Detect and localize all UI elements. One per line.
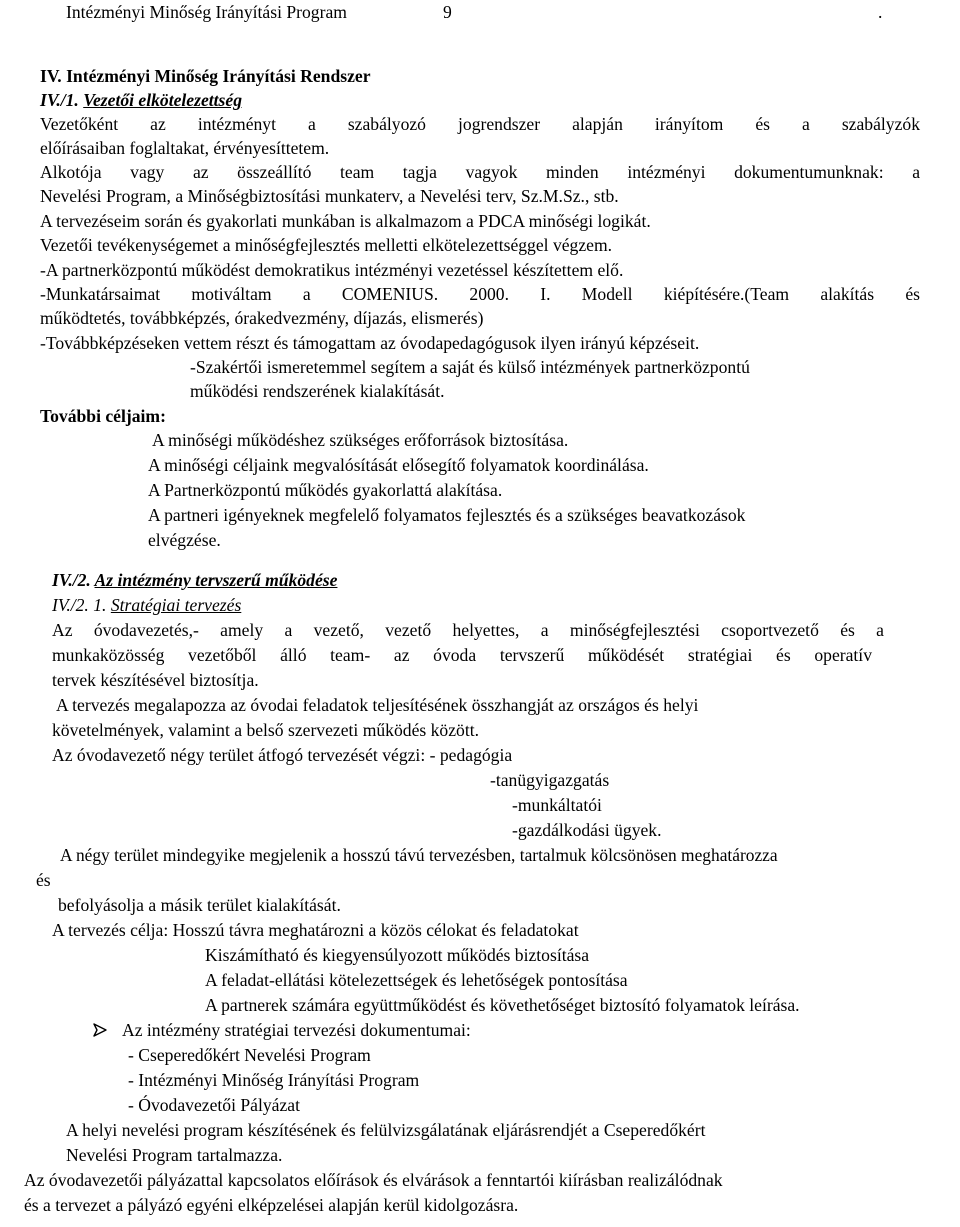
goal-item: A Partnerközpontú működés gyakorlattá alakítása. (148, 480, 503, 500)
paragraph-line: követelmények, valamint a belső szervezeti működés között. (52, 720, 480, 740)
doc-item: - Cseperedőkért Nevelési Program (128, 1045, 371, 1065)
area-item: -gazdálkodási ügyek. (512, 820, 662, 840)
paragraph-line: -Továbbképzéseken vettem részt és támogattam az óvodapedagógusok ilyen irányú képzéseit. (40, 333, 700, 353)
page-header-title: Intézményi Minőség Irányítási Program (66, 2, 347, 22)
paragraph-line: tervek készítésével biztosítja. (52, 670, 259, 690)
paragraph-line: befolyásolja a másik terület kialakítását. (58, 895, 341, 915)
goal-item: A partnerek számára együttműködést és követhetőséget biztosító folyamatok leírása. (205, 995, 800, 1015)
page-number: 9 (443, 2, 452, 22)
header-dot: . (878, 2, 883, 22)
section-42-number: IV./2. (52, 570, 91, 590)
paragraph-line: Nevelési Program, a Minőségbiztosítási munkaterv, a Nevelési terv, Sz.M.Sz., stb. (40, 186, 619, 206)
paragraph-line: A tervezés megalapozza az óvodai feladatok teljesítésének összhangját az országos és helyi (56, 695, 699, 715)
paragraph-line: -Szakértői ismeretemmel segítem a saját és külső intézmények partnerközpontú (190, 357, 750, 377)
goal-item: A feladat-ellátási kötelezettségek és lehetőségek pontosítása (205, 970, 628, 990)
goal-item: A minőségi céljaink megvalósítását elősegítő folyamatok koordinálása. (148, 455, 649, 475)
paragraph-line: A négy terület mindegyike megjelenik a hosszú távú tervezésben, tartalmuk kölcsönösen meghatározza (60, 845, 778, 865)
paragraph-line: és a tervezet a pályázó egyéni elképzelései alapján kerül kidolgozásra. (24, 1195, 519, 1215)
subsection-title: Vezetői elkötelezettség (83, 90, 242, 110)
paragraph-line: Alkotója vagy az összeállító team tagja vagyok minden intézményi dokumentumunknak: a (40, 162, 920, 182)
section-42-title: Az intézmény tervszerű működése (94, 570, 338, 590)
paragraph-line: Az óvodavezető négy terület átfogó tervezését végzi: - pedagógia (52, 745, 513, 765)
paragraph-line: működtetés, továbbképzés, órakedvezmény, díjazás, elismerés) (40, 308, 484, 328)
paragraph-line: Vezetőként az intézményt a szabályozó jogrendszer alapján irányítom és a szabályzók (40, 114, 920, 134)
paragraph-line: Nevelési Program tartalmazza. (66, 1145, 283, 1165)
paragraph-line: -Munkatársaimat motiváltam a COMENIUS. 2000. I. Modell kiépítésére.(Team alakítás és (40, 284, 920, 304)
paragraph-line: munkaközösség vezetőből álló team- az óvoda tervszerű működését stratégiai és operatív (52, 645, 872, 665)
docs-heading-text: Az intézmény stratégiai tervezési dokumentumai: (122, 1020, 471, 1040)
paragraph-line: A helyi nevelési program készítésének és felülvizsgálatának eljárásrendjét a Cseperedőkért (66, 1120, 706, 1140)
area-item: -munkáltatói (512, 795, 602, 815)
subsection-421-number: IV./2. 1. (52, 595, 107, 615)
paragraph-line: A tervezés célja: Hosszú távra meghatározni a közös célokat és feladatokat (52, 920, 579, 940)
subsection-number: IV./1. (40, 90, 79, 110)
docs-heading (92, 1018, 471, 1042)
section-heading: IV. Intézményi Minőség Irányítási Rendszer (40, 66, 371, 86)
area-item: -tanügyigazgatás (490, 770, 610, 790)
paragraph-line: működési rendszerének kialakítását. (190, 381, 445, 401)
doc-item: - Óvodavezetői Pályázat (128, 1095, 300, 1115)
subsection-heading (40, 88, 242, 112)
section-42-heading (52, 568, 337, 592)
paragraph-line: A tervezéseim során és gyakorlati munkában is alkalmazom a PDCA minőségi logikát. (40, 211, 651, 231)
paragraph-line: Vezetői tevékenységemet a minőségfejlesztés melletti elkötelezettséggel végzem. (40, 235, 613, 255)
subsection-421-title: Stratégiai tervezés (110, 595, 242, 615)
paragraph-line: Az óvodavezetői pályázattal kapcsolatos előírások és elvárások a fenntartói kiírásban realizálódnak (24, 1170, 723, 1190)
paragraph-line: -A partnerközpontú működést demokratikus intézményi vezetéssel készítettem elő. (40, 260, 624, 280)
paragraph-line: Az óvodavezetés,- amely a vezető, vezető helyettes, a minőségfejlesztési csoportvezető és a (52, 620, 884, 640)
goals-heading: További céljaim: (40, 406, 166, 426)
paragraph-line: és (36, 870, 51, 890)
goal-item: elvégzése. (148, 530, 221, 550)
goal-item: Kiszámítható és kiegyensúlyozott működés biztosítása (205, 945, 590, 965)
goal-item: A minőségi működéshez szükséges erőforrások biztosítása. (152, 430, 569, 450)
doc-item: - Intézményi Minőség Irányítási Program (128, 1070, 420, 1090)
subsection-421-heading (52, 593, 241, 617)
goal-item: A partneri igényeknek megfelelő folyamatos fejlesztés és a szükséges beavatkozások (148, 505, 746, 525)
arrow-bullet-icon (92, 1022, 108, 1038)
paragraph-line: előírásaiban foglaltakat, érvényesíttetem. (40, 138, 330, 158)
